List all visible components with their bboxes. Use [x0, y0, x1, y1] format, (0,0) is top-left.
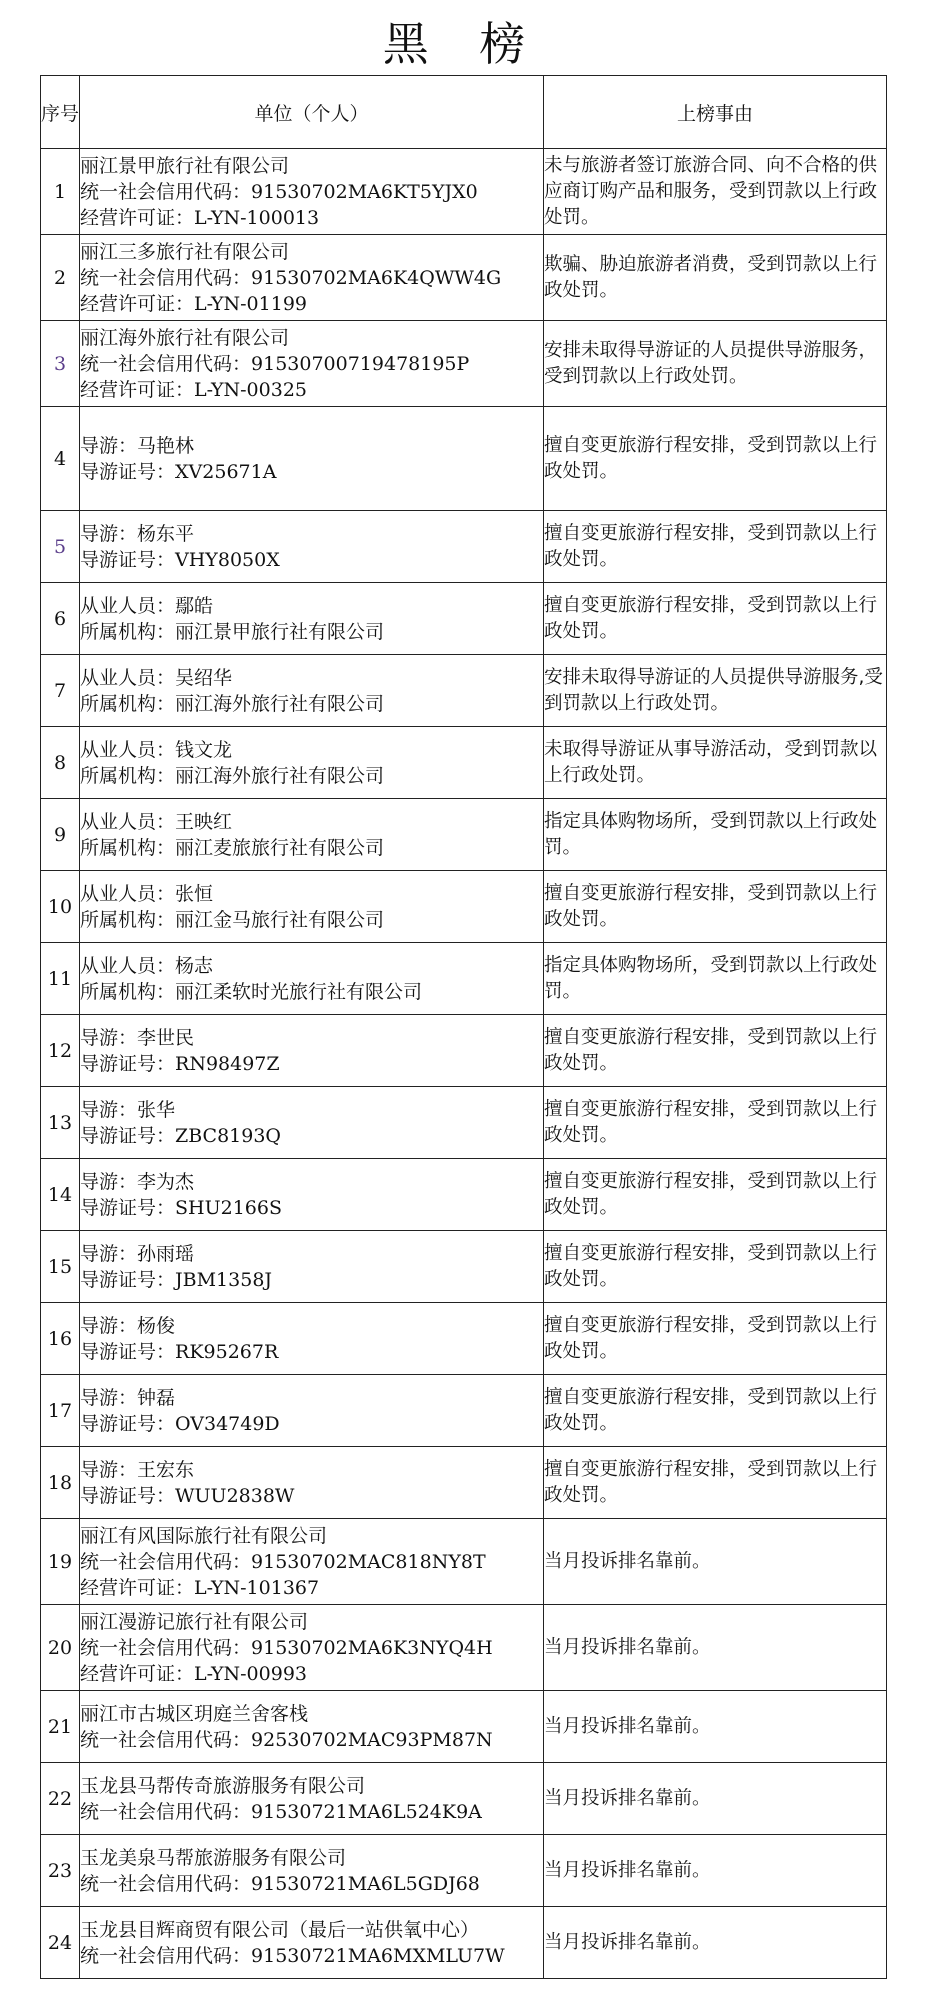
reason-text: 擅自变更旅游行程安排，受到罚款以上行政处罚。: [544, 1386, 878, 1434]
row-number: 5: [41, 511, 80, 583]
unit-line-value: WUU2838W: [175, 1484, 295, 1507]
page-title: 黑 榜: [382, 17, 544, 71]
unit-line-value: 张华: [137, 1098, 176, 1121]
unit-line: [80, 205, 543, 231]
unit-line-label: 所属机构：: [80, 980, 176, 1003]
unit-line: [80, 809, 543, 835]
row-number: 14: [41, 1159, 80, 1231]
unit-line-value: 李为杰: [137, 1170, 195, 1193]
unit-line-label: 导游证号：: [80, 1340, 176, 1363]
unit-cell: [80, 407, 544, 511]
reason-cell: [544, 407, 887, 511]
unit-line-label: 导游：: [80, 1026, 138, 1049]
unit-line-label: 从业人员：: [80, 954, 176, 977]
reason-text: 擅自变更旅游行程安排，受到罚款以上行政处罚。: [544, 1458, 878, 1506]
reason-cell: [544, 727, 887, 799]
unit-line: [80, 619, 543, 645]
row-number: 6: [41, 583, 80, 655]
row-number: 11: [41, 943, 80, 1015]
unit-line-label: 导游：: [80, 1242, 138, 1265]
unit-line-value: 李世民: [137, 1026, 195, 1049]
unit-line: [80, 1575, 543, 1601]
unit-line-value: L-YN-100013: [194, 206, 320, 229]
table-row: [41, 149, 887, 235]
unit-line-value: L-YN-00325: [194, 378, 307, 401]
reason-text: 擅自变更旅游行程安排，受到罚款以上行政处罚。: [544, 434, 878, 482]
unit-line-label: 导游：: [80, 1458, 138, 1481]
reason-cell: [544, 1087, 887, 1159]
unit-line-value: 杨俊: [137, 1314, 176, 1337]
unit-line: [80, 763, 543, 789]
unit-line-value: 91530700719478195P: [251, 352, 470, 375]
unit-line-label: 导游证号：: [80, 1268, 176, 1291]
unit-line: [80, 881, 543, 907]
unit-line: [80, 1483, 543, 1509]
unit-line: [80, 521, 543, 547]
unit-line-label: 经营许可证：: [80, 378, 195, 401]
unit-line-label: 玉龙县马帮传奇旅游服务有限公司: [80, 1774, 366, 1797]
row-number: 20: [41, 1605, 80, 1691]
unit-line: [80, 953, 543, 979]
unit-line-value: 91530702MA6K4QWW4G: [251, 266, 502, 289]
unit-cell: [80, 321, 544, 407]
unit-cell: [80, 727, 544, 799]
unit-line: [80, 239, 543, 265]
unit-line-label: 导游证号：: [80, 1124, 176, 1147]
unit-line-label: 统一社会信用代码：: [80, 1728, 252, 1751]
unit-line-label: 从业人员：: [80, 882, 176, 905]
unit-line: [80, 1549, 543, 1575]
unit-line-value: OV34749D: [175, 1412, 280, 1435]
unit-line-label: 导游：: [80, 1170, 138, 1193]
unit-line: [80, 691, 543, 717]
unit-line-value: 丽江麦旅旅行社有限公司: [175, 836, 385, 859]
unit-line: [80, 835, 543, 861]
row-number: 8: [41, 727, 80, 799]
reason-text: 擅自变更旅游行程安排，受到罚款以上行政处罚。: [544, 1098, 878, 1146]
reason-cell: [544, 321, 887, 407]
reason-cell: [544, 655, 887, 727]
unit-line-value: 91530721MA6L524K9A: [251, 1800, 482, 1823]
unit-line-label: 丽江漫游记旅行社有限公司: [80, 1610, 309, 1633]
unit-cell: [80, 1231, 544, 1303]
reason-cell: [544, 1519, 887, 1605]
row-number: 1: [41, 149, 80, 235]
header-no: 序号: [41, 76, 80, 149]
table-row: [41, 1375, 887, 1447]
unit-line-value: 鄢皓: [175, 594, 214, 617]
unit-line-value: VHY8050X: [175, 548, 280, 571]
reason-text: 欺骗、胁迫旅游者消费，受到罚款以上行政处罚。: [544, 253, 878, 301]
unit-line-label: 导游：: [80, 1386, 138, 1409]
reason-cell: [544, 1159, 887, 1231]
unit-line-value: 丽江海外旅行社有限公司: [175, 764, 385, 787]
table-row: [41, 583, 887, 655]
unit-line: [80, 1339, 543, 1365]
table-row: [41, 799, 887, 871]
unit-line: [80, 1701, 543, 1727]
reason-text: 安排未取得导游证的人员提供导游服务，受到罚款以上行政处罚。: [544, 339, 878, 387]
unit-line-value: 91530721MA6MXMLU7W: [251, 1944, 505, 1967]
table-row: [41, 1015, 887, 1087]
unit-line-value: 91530702MAC818NY8T: [251, 1550, 486, 1573]
unit-line: [80, 459, 543, 485]
unit-line: [80, 1661, 543, 1687]
unit-line-value: L-YN-01199: [194, 292, 307, 315]
unit-line-label: 经营许可证：: [80, 1576, 195, 1599]
unit-line: [80, 291, 543, 317]
unit-line-label: 经营许可证：: [80, 1662, 195, 1685]
unit-line: [80, 1845, 543, 1871]
table-row: [41, 1519, 887, 1605]
unit-line-label: 导游：: [80, 434, 138, 457]
unit-line-label: 所属机构：: [80, 764, 176, 787]
unit-line-label: 导游证号：: [80, 1412, 176, 1435]
reason-cell: [544, 149, 887, 235]
unit-line-value: L-YN-00993: [194, 1662, 307, 1685]
unit-line: [80, 1411, 543, 1437]
reason-text: 擅自变更旅游行程安排，受到罚款以上行政处罚。: [544, 1242, 878, 1290]
row-number: 23: [41, 1835, 80, 1907]
unit-line-value: 钟磊: [137, 1386, 176, 1409]
reason-cell: [544, 1835, 887, 1907]
table-row: [41, 511, 887, 583]
reason-text: 未与旅游者签订旅游合同、向不合格的供应商订购产品和服务，受到罚款以上行政处罚。: [544, 154, 878, 228]
header-reason: 上榜事由: [544, 76, 887, 149]
unit-line-label: 丽江三多旅行社有限公司: [80, 240, 290, 263]
reason-text: 擅自变更旅游行程安排，受到罚款以上行政处罚。: [544, 594, 878, 642]
unit-cell: [80, 871, 544, 943]
reason-cell: [544, 1303, 887, 1375]
table-row: [41, 1605, 887, 1691]
row-number: 22: [41, 1763, 80, 1835]
unit-line-label: 导游证号：: [80, 460, 176, 483]
table-row: [41, 871, 887, 943]
unit-line-label: 经营许可证：: [80, 206, 195, 229]
unit-line: [80, 1523, 543, 1549]
unit-cell: [80, 1519, 544, 1605]
unit-line-label: 所属机构：: [80, 620, 176, 643]
unit-line-label: 导游证号：: [80, 1196, 176, 1219]
row-number: 18: [41, 1447, 80, 1519]
reason-cell: [544, 1907, 887, 1979]
unit-cell: [80, 1691, 544, 1763]
unit-line: [80, 1943, 543, 1969]
unit-cell: [80, 943, 544, 1015]
reason-cell: [544, 511, 887, 583]
unit-line: [80, 1727, 543, 1753]
reason-text: 当月投诉排名靠前。: [544, 1859, 711, 1881]
reason-cell: [544, 1691, 887, 1763]
reason-text: 未取得导游证从事导游活动，受到罚款以上行政处罚。: [544, 738, 878, 786]
row-number: 19: [41, 1519, 80, 1605]
unit-line: [80, 1267, 543, 1293]
unit-line-label: 从业人员：: [80, 666, 176, 689]
reason-text: 擅自变更旅游行程安排，受到罚款以上行政处罚。: [544, 1170, 878, 1218]
table-row: [41, 943, 887, 1015]
table-row: [41, 407, 887, 511]
unit-line: [80, 1051, 543, 1077]
unit-line: [80, 1097, 543, 1123]
unit-line-label: 导游证号：: [80, 1484, 176, 1507]
row-number: 12: [41, 1015, 80, 1087]
reason-text: 当月投诉排名靠前。: [544, 1550, 711, 1572]
unit-line-value: RK95267R: [175, 1340, 279, 1363]
reason-cell: [544, 871, 887, 943]
unit-line: [80, 1385, 543, 1411]
unit-line: [80, 1025, 543, 1051]
unit-line-label: 所属机构：: [80, 908, 176, 931]
unit-line: [80, 1313, 543, 1339]
unit-line: [80, 179, 543, 205]
reason-cell: [544, 235, 887, 321]
unit-line-label: 统一社会信用代码：: [80, 1636, 252, 1659]
unit-line-label: 导游：: [80, 1314, 138, 1337]
unit-line-label: 统一社会信用代码：: [80, 1550, 252, 1573]
reason-text: 安排未取得导游证的人员提供导游服务,受到罚款以上行政处罚。: [544, 666, 883, 714]
unit-line-label: 从业人员：: [80, 738, 176, 761]
unit-cell: [80, 235, 544, 321]
table-row: [41, 1763, 887, 1835]
unit-cell: [80, 511, 544, 583]
unit-line-label: 经营许可证：: [80, 292, 195, 315]
unit-line-value: 孙雨瑶: [137, 1242, 195, 1265]
reason-text: 指定具体购物场所，受到罚款以上行政处罚。: [544, 810, 878, 858]
unit-line: [80, 351, 543, 377]
unit-line-value: 91530702MA6KT5YJX0: [251, 180, 478, 203]
unit-line-label: 导游证号：: [80, 548, 176, 571]
table-row: [41, 1303, 887, 1375]
unit-line: [80, 1123, 543, 1149]
table-row: [41, 1159, 887, 1231]
table-row: [41, 321, 887, 407]
unit-line-label: 导游证号：: [80, 1052, 176, 1075]
unit-line-value: 王宏东: [137, 1458, 195, 1481]
row-number: 3: [41, 321, 80, 407]
unit-line-value: 丽江金马旅行社有限公司: [175, 908, 385, 931]
reason-cell: [544, 1015, 887, 1087]
unit-line-label: 丽江有风国际旅行社有限公司: [80, 1524, 328, 1547]
table-row: [41, 727, 887, 799]
reason-text: 擅自变更旅游行程安排，受到罚款以上行政处罚。: [544, 522, 878, 570]
unit-line: [80, 907, 543, 933]
reason-text: 擅自变更旅游行程安排，受到罚款以上行政处罚。: [544, 882, 878, 930]
unit-cell: [80, 1835, 544, 1907]
unit-line-value: RN98497Z: [175, 1052, 280, 1075]
reason-cell: [544, 583, 887, 655]
unit-line-label: 统一社会信用代码：: [80, 180, 252, 203]
unit-line-value: XV25671A: [175, 460, 277, 483]
blacklist-table: [40, 75, 887, 1979]
row-number: 7: [41, 655, 80, 727]
unit-line-value: 丽江景甲旅行社有限公司: [175, 620, 385, 643]
unit-line: [80, 1241, 543, 1267]
header-unit: 单位（个人）: [80, 76, 544, 149]
row-number: 15: [41, 1231, 80, 1303]
unit-line-value: 92530702MAC93PM87N: [251, 1728, 493, 1751]
unit-line-value: 张恒: [175, 882, 214, 905]
unit-line-label: 玉龙美泉马帮旅游服务有限公司: [80, 1846, 347, 1869]
unit-line: [80, 665, 543, 691]
unit-cell: [80, 1907, 544, 1979]
unit-cell: [80, 799, 544, 871]
unit-line-label: 统一社会信用代码：: [80, 352, 252, 375]
table-row: [41, 1231, 887, 1303]
unit-line: [80, 377, 543, 403]
unit-line-label: 丽江海外旅行社有限公司: [80, 326, 290, 349]
reason-text: 当月投诉排名靠前。: [544, 1636, 711, 1658]
unit-line: [80, 1609, 543, 1635]
row-number: 16: [41, 1303, 80, 1375]
row-number: 10: [41, 871, 80, 943]
unit-line-value: 杨东平: [137, 522, 195, 545]
table-row: [41, 1087, 887, 1159]
unit-line-value: 91530721MA6L5GDJ68: [251, 1872, 480, 1895]
unit-line-value: JBM1358J: [175, 1268, 273, 1291]
unit-line: [80, 1169, 543, 1195]
unit-line: [80, 265, 543, 291]
unit-line-label: 统一社会信用代码：: [80, 266, 252, 289]
row-number: 4: [41, 407, 80, 511]
reason-cell: [544, 1605, 887, 1691]
table-row: [41, 1447, 887, 1519]
row-number: 13: [41, 1087, 80, 1159]
unit-line-value: ZBC8193Q: [175, 1124, 281, 1147]
unit-line-value: 丽江海外旅行社有限公司: [175, 692, 385, 715]
reason-text: 指定具体购物场所，受到罚款以上行政处罚。: [544, 954, 878, 1002]
unit-line-value: 杨志: [175, 954, 214, 977]
unit-cell: [80, 1159, 544, 1231]
reason-cell: [544, 1763, 887, 1835]
unit-line: [80, 1917, 543, 1943]
unit-line-label: 所属机构：: [80, 692, 176, 715]
unit-line-value: 吴绍华: [175, 666, 233, 689]
unit-line-label: 导游：: [80, 522, 138, 545]
unit-line-label: 统一社会信用代码：: [80, 1944, 252, 1967]
table-row: [41, 655, 887, 727]
unit-line: [80, 1773, 543, 1799]
unit-cell: [80, 1763, 544, 1835]
unit-cell: [80, 1015, 544, 1087]
unit-line-label: 丽江市古城区玥庭兰舍客栈: [80, 1702, 309, 1725]
unit-cell: [80, 1605, 544, 1691]
unit-cell: [80, 583, 544, 655]
table-header-row: [41, 76, 887, 149]
unit-cell: [80, 1447, 544, 1519]
reason-cell: [544, 1231, 887, 1303]
reason-text: 当月投诉排名靠前。: [544, 1931, 711, 1953]
row-number: 2: [41, 235, 80, 321]
unit-line: [80, 1799, 543, 1825]
table-row: [41, 1907, 887, 1979]
reason-text: 当月投诉排名靠前。: [544, 1715, 711, 1737]
unit-line: [80, 325, 543, 351]
unit-cell: [80, 1087, 544, 1159]
unit-line: [80, 1871, 543, 1897]
reason-text: 当月投诉排名靠前。: [544, 1787, 711, 1809]
unit-line-value: 91530702MA6K3NYQ4H: [251, 1636, 493, 1659]
row-number: 9: [41, 799, 80, 871]
row-number: 17: [41, 1375, 80, 1447]
unit-line: [80, 1195, 543, 1221]
reason-cell: [544, 1447, 887, 1519]
unit-cell: [80, 149, 544, 235]
unit-line-label: 丽江景甲旅行社有限公司: [80, 154, 290, 177]
reason-cell: [544, 943, 887, 1015]
unit-cell: [80, 1375, 544, 1447]
unit-line: [80, 1457, 543, 1483]
unit-line-value: 马艳林: [137, 434, 195, 457]
table-row: [41, 1835, 887, 1907]
unit-line-value: 钱文龙: [175, 738, 233, 761]
unit-line-value: L-YN-101367: [194, 1576, 320, 1599]
unit-line: [80, 547, 543, 573]
row-number: 24: [41, 1907, 80, 1979]
unit-line-label: 导游：: [80, 1098, 138, 1121]
unit-line: [80, 737, 543, 763]
unit-line: [80, 433, 543, 459]
unit-line-value: 丽江柔软时光旅行社有限公司: [175, 980, 423, 1003]
unit-line: [80, 153, 543, 179]
row-number: 21: [41, 1691, 80, 1763]
unit-line-value: 王映红: [175, 810, 233, 833]
unit-line-value: SHU2166S: [175, 1196, 282, 1219]
table-row: [41, 1691, 887, 1763]
table-body: [41, 149, 887, 1979]
table-row: [41, 235, 887, 321]
unit-line-label: 玉龙县目辉商贸有限公司（最后一站供氧中心）: [80, 1918, 480, 1941]
unit-line: [80, 979, 543, 1005]
unit-line: [80, 1635, 543, 1661]
unit-cell: [80, 1303, 544, 1375]
reason-text: 擅自变更旅游行程安排，受到罚款以上行政处罚。: [544, 1026, 878, 1074]
unit-line-label: 所属机构：: [80, 836, 176, 859]
unit-line-label: 统一社会信用代码：: [80, 1872, 252, 1895]
unit-line: [80, 593, 543, 619]
unit-line-label: 从业人员：: [80, 810, 176, 833]
unit-line-label: 从业人员：: [80, 594, 176, 617]
unit-cell: [80, 655, 544, 727]
reason-cell: [544, 1375, 887, 1447]
reason-cell: [544, 799, 887, 871]
unit-line-label: 统一社会信用代码：: [80, 1800, 252, 1823]
reason-text: 擅自变更旅游行程安排，受到罚款以上行政处罚。: [544, 1314, 878, 1362]
